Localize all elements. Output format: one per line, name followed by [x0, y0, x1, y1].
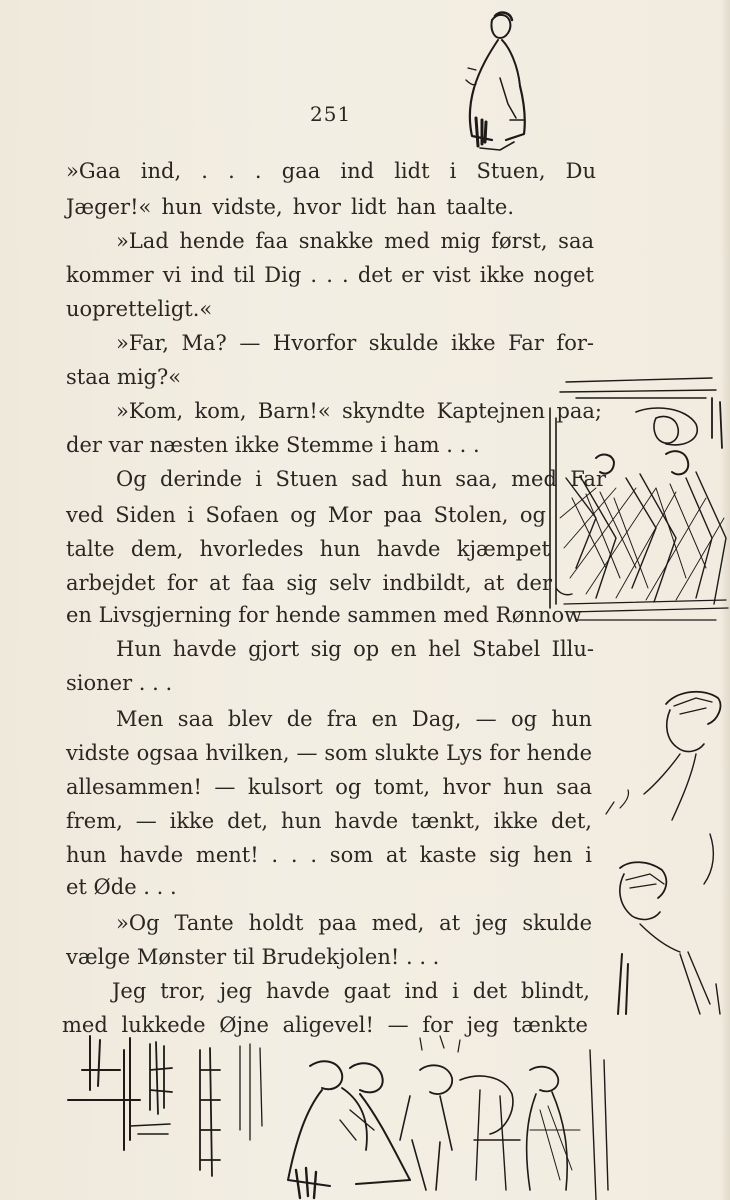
text-line-8: »Kom, kom, Barn!« skyndte Kaptejnen paa;	[116, 399, 602, 423]
sketch-group-scene	[536, 368, 730, 630]
text-line-1: »Gaa ind, . . . gaa ind lidt i Stuen, Du	[66, 159, 596, 183]
text-line-9: der var næsten ikke Stemme i ham . . .	[66, 433, 480, 457]
text-line-19: allesammen! — kulsort og tomt, hvor hun saa	[66, 775, 592, 799]
sketch-standing-woman	[440, 8, 550, 158]
text-line-7: staa mig?«	[66, 365, 182, 389]
text-line-14: en Livsgjerning for hende sammen med Rønnow	[66, 603, 583, 627]
text-line-11: ved Siden i Sofaen og Mor paa Stolen, og	[66, 503, 546, 527]
text-line-22: et Øde . . .	[66, 875, 177, 899]
text-line-4: kommer vi ind til Dig . . . det er vist ikke noget	[66, 263, 594, 287]
sketch-margin-heads	[600, 684, 730, 1014]
text-line-10: Og derinde i Stuen sad hun saa, med Far	[116, 467, 606, 491]
text-line-16: sioner . . .	[66, 671, 173, 695]
text-line-13: arbejdet for at faa sig selv indbildt, at der	[66, 571, 552, 595]
text-line-12: talte dem, hvorledes hun havde kjæmpet	[66, 537, 550, 561]
text-line-24: vælge Mønster til Brudekjolen! . . .	[66, 945, 440, 969]
text-line-18: vidste ogsaa hvilken, — som slukte Lys for hende	[66, 741, 592, 765]
page-number: 251	[310, 102, 352, 126]
text-line-21: hun havde ment! . . . som at kaste sig hen i	[66, 843, 592, 867]
text-line-3: »Lad hende faa snakke med mig først, saa	[116, 229, 594, 253]
text-line-25: Jeg tror, jeg havde gaat ind i det blindt,	[112, 979, 590, 1003]
text-line-15: Hun havde gjort sig op en hel Stabel Illu-	[116, 637, 594, 661]
text-line-26: med lukkede Øjne aligevel! — for jeg tænkte	[62, 1013, 588, 1037]
text-line-2: Jæger!« hun vidste, hvor lidt han taalte.	[66, 195, 514, 219]
text-line-5: uopretteligt.«	[66, 297, 213, 321]
text-line-6: »Far, Ma? — Hvorfor skulde ikke Far for-	[116, 331, 594, 355]
text-line-23: »Og Tante holdt paa med, at jeg skulde	[116, 911, 592, 935]
text-line-20: frem, — ikke det, hun havde tænkt, ikke det,	[66, 809, 592, 833]
text-line-17: Men saa blev de fra en Dag, — og hun	[116, 707, 592, 731]
sketch-bottom-scene	[60, 1030, 620, 1200]
